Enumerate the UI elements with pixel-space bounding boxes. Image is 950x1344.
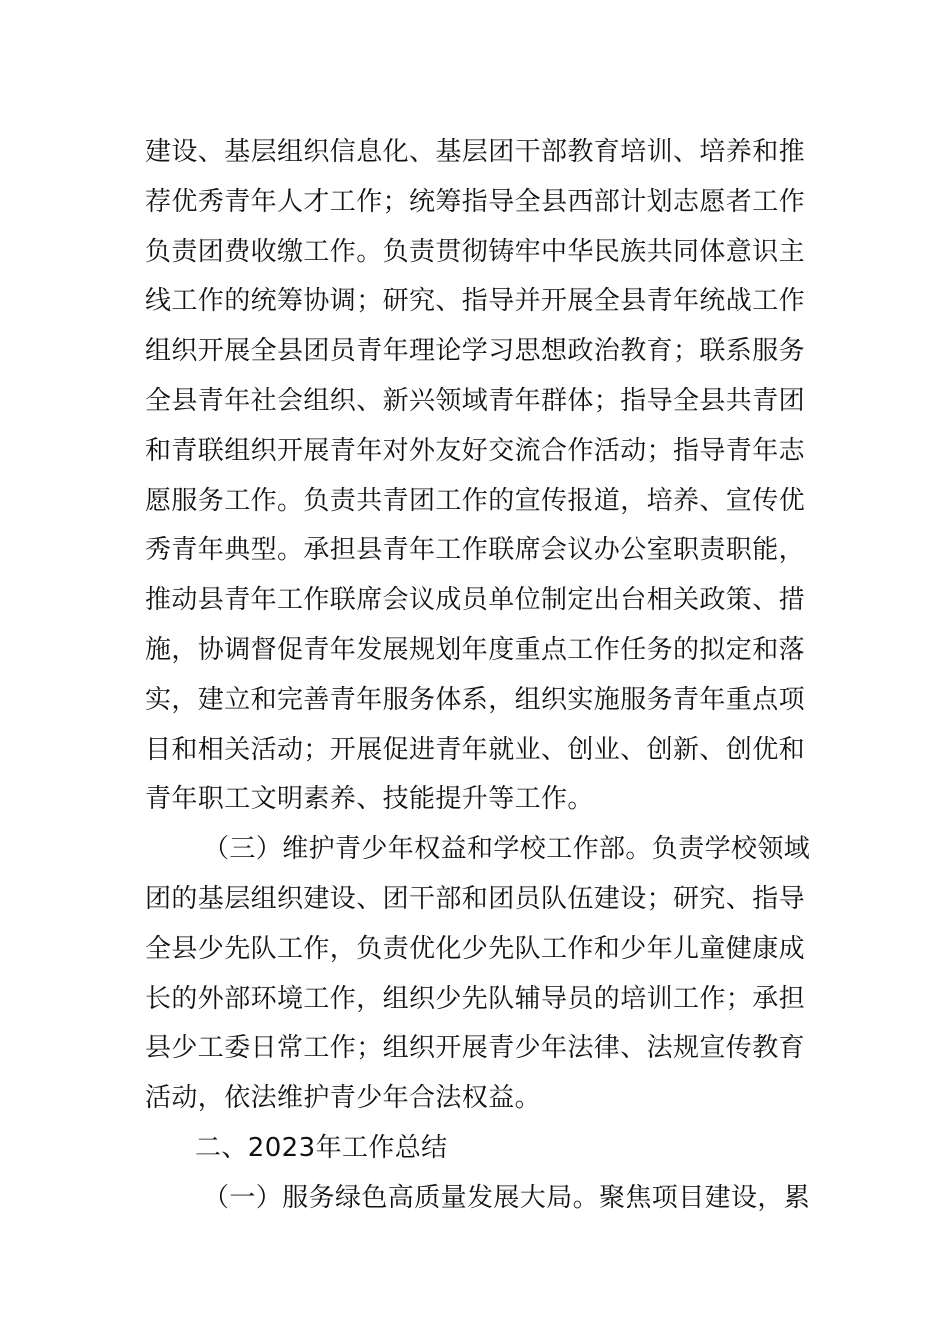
text-line-16: 团的基层组织建设、团干部和团员队伍建设；研究、指导 <box>145 883 806 914</box>
text-line-18: 长的外部环境工作，组织少先队辅导员的培训工作；承担 <box>145 983 806 1014</box>
text-line-8: 愿服务工作。负责共青团工作的宣传报道，培养、宣传优 <box>145 485 806 516</box>
text-line-20: 活动，依法维护青少年合法权益。 <box>145 1083 542 1114</box>
text-line-14: 青年职工文明素养、技能提升等工作。 <box>145 784 594 815</box>
text-line-4: 线工作的统筹协调；研究、指导并开展全县青年统战工作 <box>145 286 806 317</box>
text-line-6: 全县青年社会组织、新兴领域青年群体；指导全县共青团 <box>145 385 806 416</box>
text-line-9: 秀青年典型。承担县青年工作联席会议办公室职责职能， <box>145 535 806 566</box>
text-line-11: 施，协调督促青年发展规划年度重点工作任务的拟定和落 <box>145 634 806 665</box>
text-line-17: 全县少先队工作，负责优化少先队工作和少年儿童健康成 <box>145 933 806 964</box>
section-heading-3: （三）维护青少年权益和学校工作部。负责学校领域 <box>203 834 811 865</box>
document-page <box>145 128 810 1224</box>
text-line-13: 目和相关活动；开展促进青年就业、创业、创新、创优和 <box>145 734 806 765</box>
text-line-1: 建设、基层组织信息化、基层团干部教育培训、培养和推 <box>145 137 806 167</box>
text-line-10: 推动县青年工作联席会议成员单位制定出台相关政策、措 <box>145 585 806 616</box>
text-line-7: 和青联组织开展青年对外友好交流合作活动；指导青年志 <box>145 435 806 466</box>
text-line-3: 负责团费收缴工作。负责贯彻铸牢中华民族共同体意识主 <box>145 236 806 267</box>
section-heading-2023-summary: 二、2023年工作总结 <box>195 1132 448 1163</box>
section-heading-1: （一）服务绿色高质量发展大局。聚焦项目建设，累 <box>203 1182 811 1213</box>
text-line-2: 荐优秀青年人才工作；统筹指导全县西部计划志愿者工作 <box>145 186 806 217</box>
text-line-19: 县少工委日常工作；组织开展青少年法律、法规宣传教育 <box>145 1033 806 1064</box>
text-line-12: 实，建立和完善青年服务体系，组织实施服务青年重点项 <box>145 684 806 715</box>
text-line-5: 组织开展全县团员青年理论学习思想政治教育；联系服务 <box>145 336 806 367</box>
